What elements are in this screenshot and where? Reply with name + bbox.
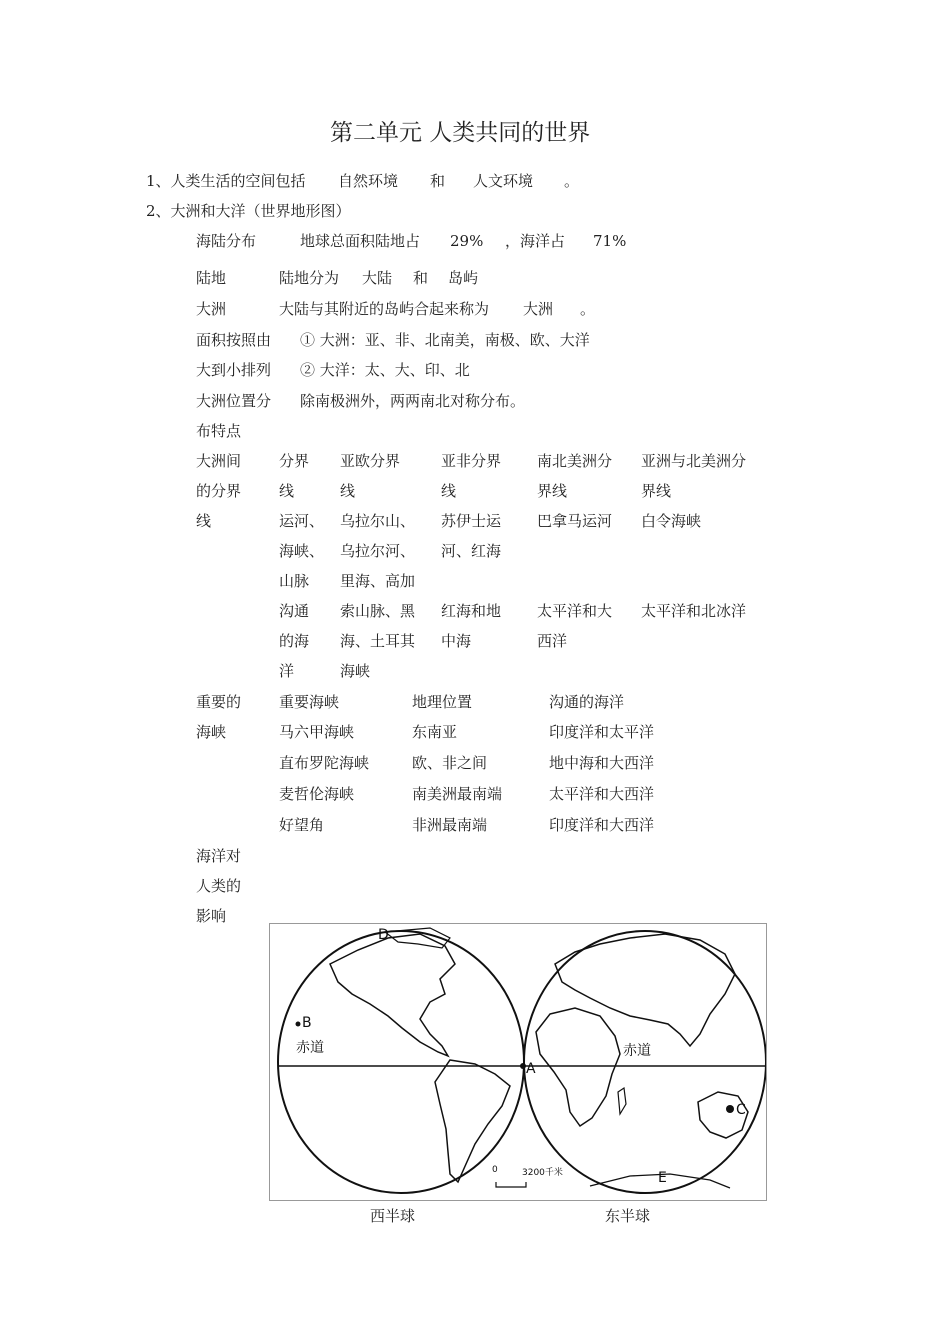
- hemispheres-drawing: [270, 924, 766, 1200]
- scale-value-label: 3200千米: [522, 1168, 563, 1178]
- boundary-asia-africa-line: 苏伊士运: [441, 512, 502, 530]
- equator-label-east: 赤道: [623, 1043, 651, 1059]
- strait-location: 南美洲最南端: [412, 785, 503, 803]
- boundary-asia-europe-line: 乌拉尔山、: [340, 512, 416, 530]
- boundary-asia-europe-head: 亚欧分界: [340, 452, 401, 470]
- sea-land-sea-text: ，海洋占: [505, 232, 566, 250]
- scale-bar: [496, 1182, 526, 1187]
- item1-prefix: 1、人类生活的空间包括: [146, 172, 306, 190]
- land-and: 和: [413, 269, 429, 287]
- strait-oceans: 印度洋和太平洋: [549, 723, 655, 741]
- boundary-rowhead-2: 运河、: [279, 512, 325, 530]
- north-america-shape: [330, 934, 455, 1056]
- point-c-label: C: [736, 1102, 746, 1118]
- ranking-label-1: 面积按照由: [196, 331, 272, 349]
- boundary-rowhead-3: 洋: [279, 662, 295, 680]
- land-answer-a: 大陆: [362, 269, 393, 287]
- position-label-2: 布特点: [196, 422, 242, 440]
- land-answer-b: 岛屿: [448, 269, 479, 287]
- position-label-1: 大洲位置分: [196, 392, 272, 410]
- scale-zero-label: 0: [492, 1165, 498, 1175]
- boundary-asia-na-ocean: 太平洋和北冰洋: [641, 602, 747, 620]
- continent-text: 大陆与其附近的岛屿合起来称为: [279, 300, 490, 318]
- equator-label-west: 赤道: [296, 1040, 324, 1056]
- straits-header-oceans: 沟通的海洋: [549, 693, 625, 711]
- boundary-asia-europe-line: 索山脉、黑: [340, 602, 416, 620]
- point-c-marker: [726, 1105, 734, 1113]
- strait-name: 好望角: [279, 816, 325, 834]
- western-hemisphere-outline: [278, 931, 524, 1193]
- strait-oceans: 地中海和大西洋: [549, 754, 655, 772]
- boundary-rowhead-1: 线: [279, 482, 295, 500]
- ocean-effect-label-3: 影响: [196, 907, 227, 925]
- boundary-rowhead-3: 沟通: [279, 602, 310, 620]
- boundary-asia-africa-head: 线: [441, 482, 457, 500]
- point-b-label: B: [302, 1015, 312, 1031]
- strait-name: 麦哲伦海峡: [279, 785, 355, 803]
- continent-answer: 大洲: [523, 300, 554, 318]
- boundary-asia-europe-line: 海、土耳其: [340, 632, 416, 650]
- boundary-rowhead-1: 分界: [279, 452, 310, 470]
- boundary-rowhead-2: 山脉: [279, 572, 310, 590]
- strait-name: 直布罗陀海峡: [279, 754, 370, 772]
- point-e-label: E: [658, 1170, 667, 1186]
- boundary-americas-ocean: 太平洋和大: [537, 602, 613, 620]
- point-a-label: A: [526, 1061, 536, 1077]
- sea-land-label: 海陆分布: [196, 232, 257, 250]
- ocean-effect-label-1: 海洋对: [196, 847, 242, 865]
- boundary-asia-europe-line: 海峡: [340, 662, 371, 680]
- boundaries-label-1: 大洲间: [196, 452, 242, 470]
- boundary-asia-africa-ocean: 中海: [441, 632, 472, 650]
- africa-shape: [536, 1008, 620, 1126]
- item1-and: 和: [430, 172, 446, 190]
- straits-header-location: 地理位置: [412, 693, 473, 711]
- sea-land-land-pct: 29%: [450, 232, 484, 250]
- continent-end: 。: [580, 300, 596, 318]
- boundary-rowhead-3: 的海: [279, 632, 310, 650]
- boundary-americas-line: 巴拿马运河: [537, 512, 613, 530]
- land-text: 陆地分为: [279, 269, 340, 287]
- ranking-oceans: ② 大洋：太、大、印、北: [300, 361, 470, 379]
- point-b-marker: [296, 1022, 301, 1027]
- sea-land-sea-pct: 71%: [593, 232, 627, 250]
- strait-location: 非洲最南端: [412, 816, 488, 834]
- boundary-asia-na-line: 白令海峡: [641, 512, 702, 530]
- boundary-asia-na-head: 界线: [641, 482, 672, 500]
- sea-land-land-text: 地球总面积陆地占: [300, 232, 421, 250]
- position-text: 除南极洲外，两两南北对称分布。: [300, 392, 526, 410]
- item1-end: 。: [564, 172, 580, 190]
- boundary-americas-ocean: 西洋: [537, 632, 568, 650]
- world-hemispheres-map: [269, 923, 767, 1201]
- item2-heading: 2、大洲和大洋（世界地形图）: [146, 202, 351, 220]
- boundary-americas-head: 界线: [537, 482, 568, 500]
- south-america-shape: [435, 1060, 510, 1182]
- boundary-asia-europe-head: 线: [340, 482, 356, 500]
- strait-name: 马六甲海峡: [279, 723, 355, 741]
- straits-label-2: 海峡: [196, 723, 227, 741]
- strait-location: 东南亚: [412, 723, 458, 741]
- continent-label: 大洲: [196, 300, 227, 318]
- boundary-asia-europe-line: 乌拉尔河、: [340, 542, 416, 560]
- point-d-label: D: [378, 927, 389, 943]
- straits-header-name: 重要海峡: [279, 693, 340, 711]
- boundary-asia-europe-line: 里海、高加: [340, 572, 416, 590]
- ranking-label-2: 大到小排列: [196, 361, 272, 379]
- madagascar-shape: [618, 1088, 626, 1114]
- eastern-hemisphere-caption: 东半球: [605, 1207, 651, 1225]
- strait-oceans: 太平洋和大西洋: [549, 785, 655, 803]
- item1-answer-b: 人文环境: [473, 172, 534, 190]
- boundary-asia-africa-ocean: 红海和地: [441, 602, 502, 620]
- boundaries-label-2: 的分界: [196, 482, 242, 500]
- eastern-hemisphere-outline: [524, 931, 766, 1193]
- boundaries-label-3: 线: [196, 512, 212, 530]
- boundary-americas-head: 南北美洲分: [537, 452, 613, 470]
- item1-answer-a: 自然环境: [338, 172, 399, 190]
- straits-label-1: 重要的: [196, 693, 242, 711]
- strait-oceans: 印度洋和大西洋: [549, 816, 655, 834]
- boundary-asia-na-head: 亚洲与北美洲分: [641, 452, 747, 470]
- western-hemisphere-caption: 西半球: [370, 1207, 416, 1225]
- page-title: 第二单元 人类共同的世界: [330, 120, 591, 146]
- land-label: 陆地: [196, 269, 227, 287]
- ranking-continents: ① 大洲：亚、非、北南美，南极、欧、大洋: [300, 331, 590, 349]
- boundary-asia-africa-line: 河、红海: [441, 542, 502, 560]
- boundary-asia-africa-head: 亚非分界: [441, 452, 502, 470]
- boundary-rowhead-2: 海峡、: [279, 542, 325, 560]
- strait-location: 欧、非之间: [412, 754, 488, 772]
- ocean-effect-label-2: 人类的: [196, 877, 242, 895]
